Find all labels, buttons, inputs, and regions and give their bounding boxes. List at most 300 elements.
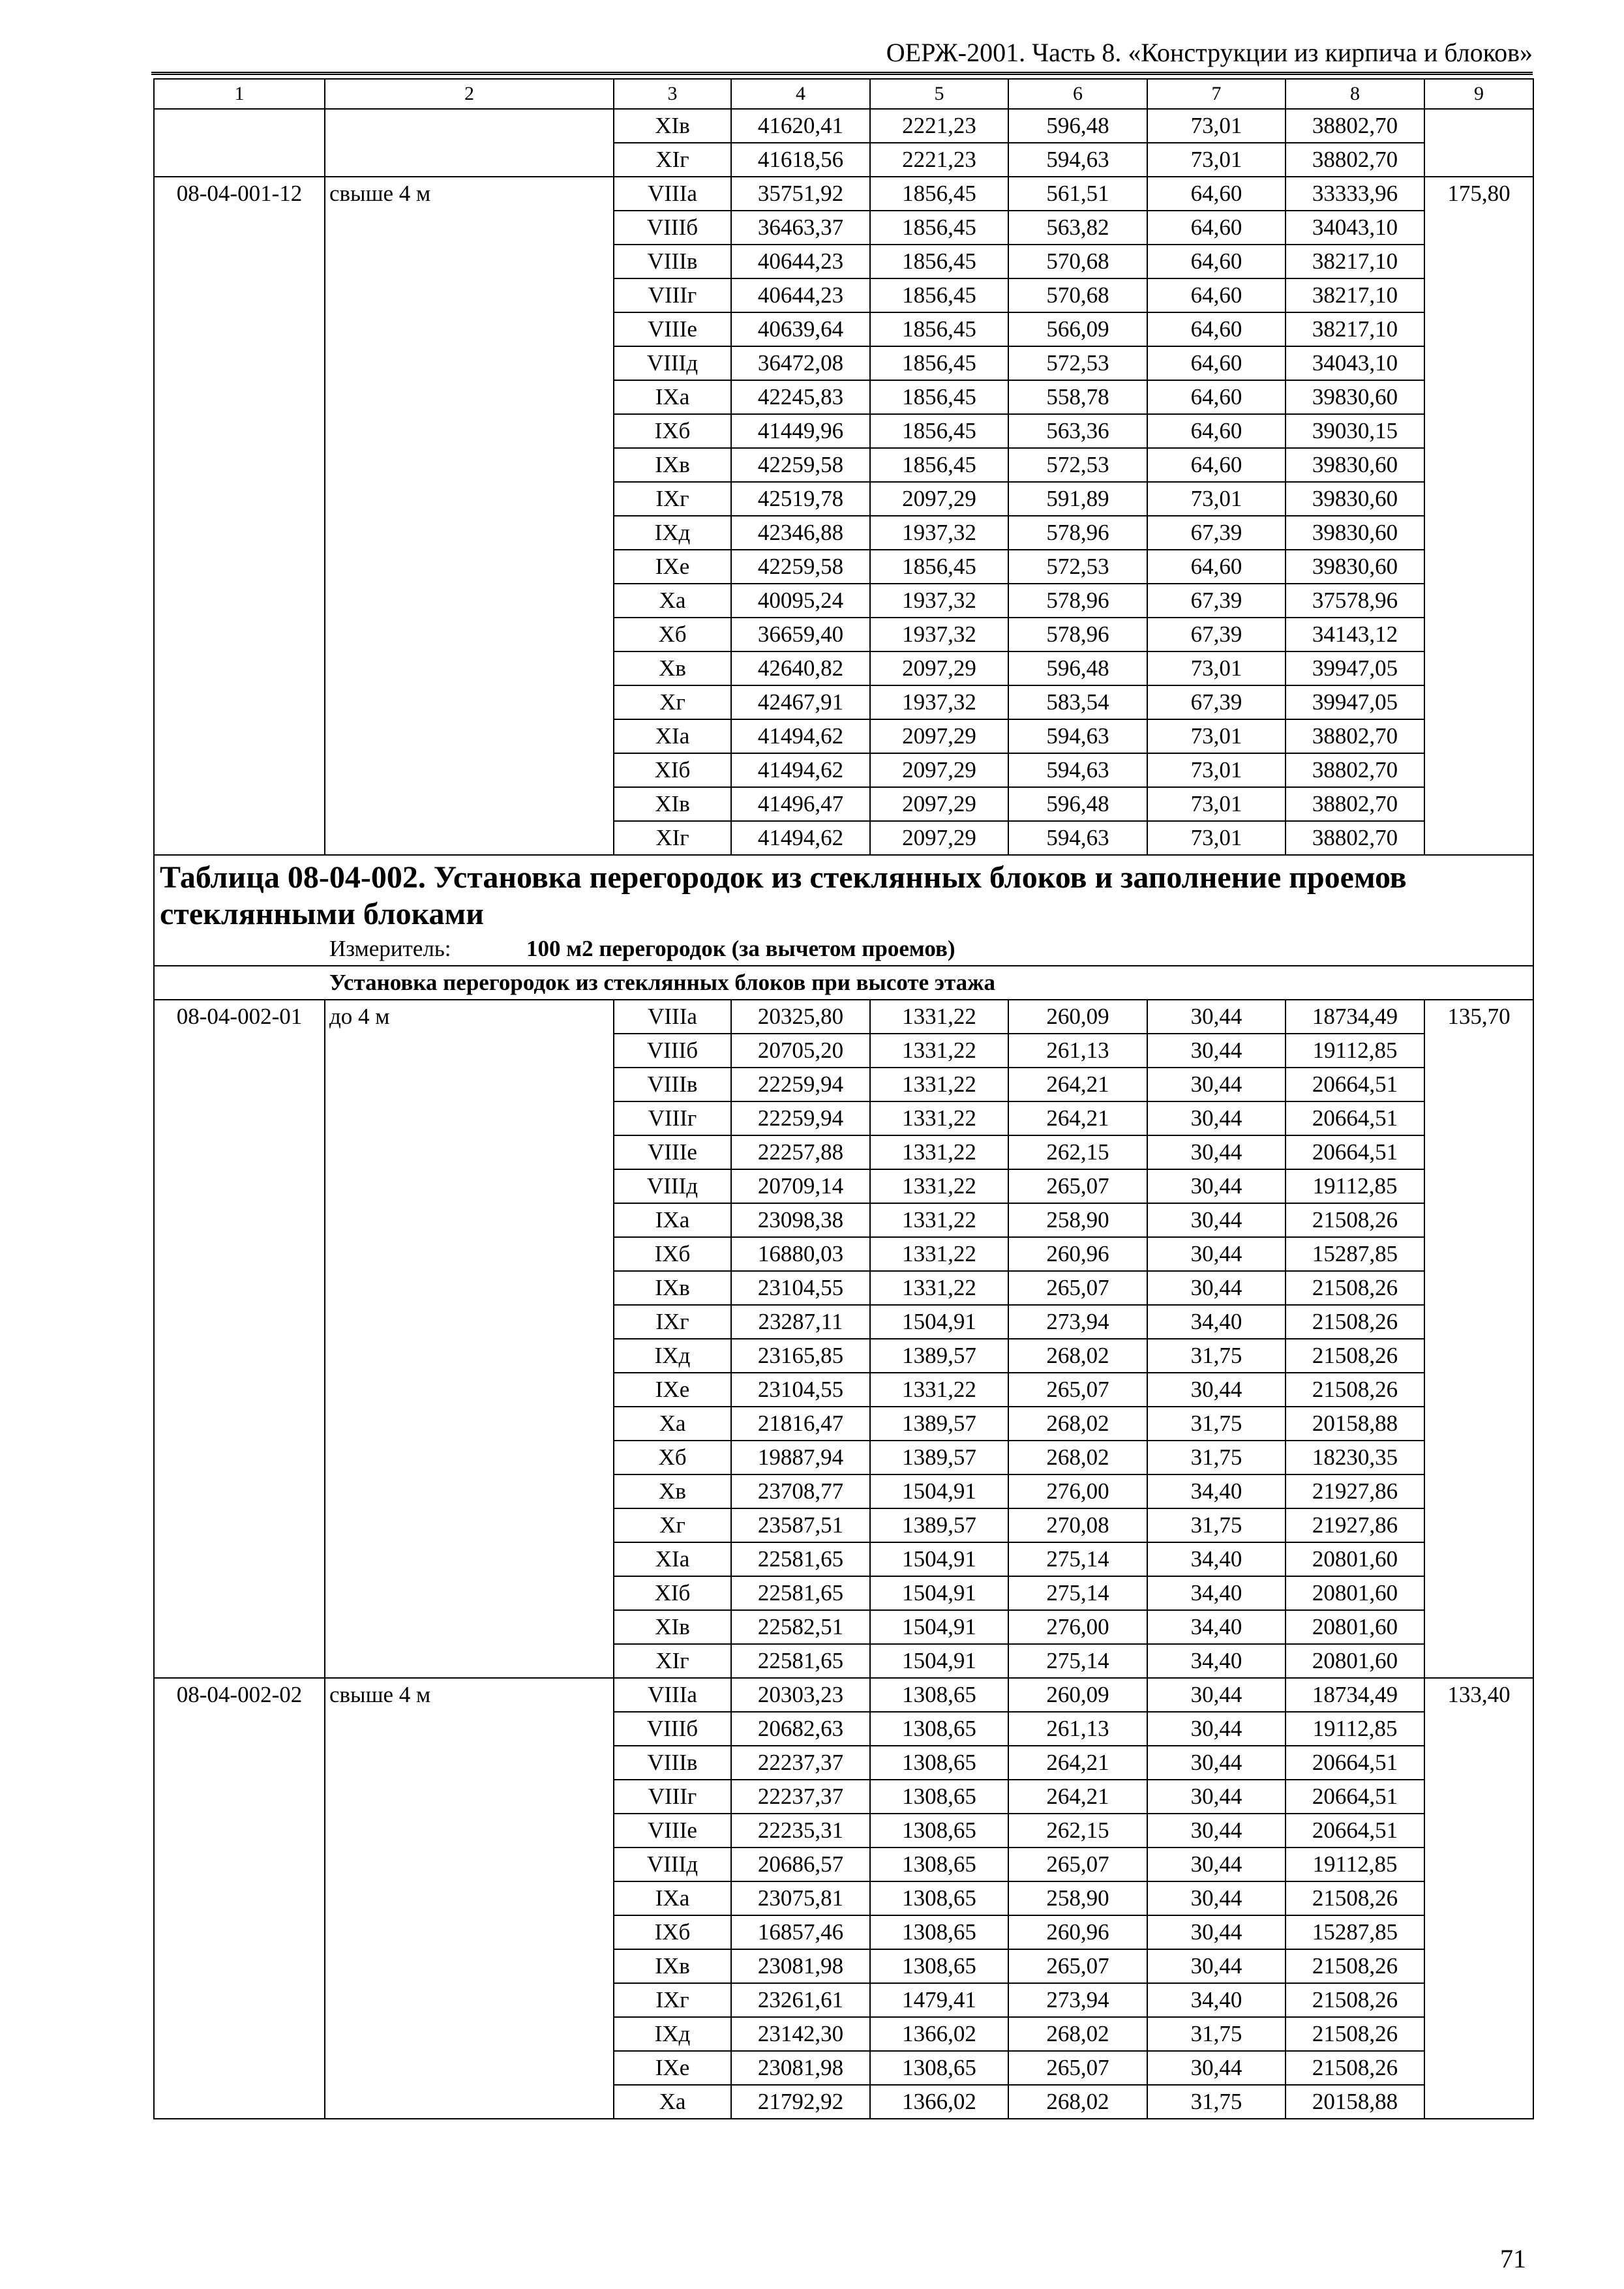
value-cell: 1479,41 bbox=[870, 1983, 1008, 2017]
code-cell bbox=[154, 448, 325, 482]
value-cell: 38802,70 bbox=[1286, 753, 1424, 787]
value-cell: 1331,22 bbox=[870, 1101, 1008, 1135]
height-cell bbox=[325, 1644, 614, 1678]
height-cell bbox=[325, 1881, 614, 1915]
value-cell: 41494,62 bbox=[731, 719, 870, 753]
code-cell bbox=[154, 516, 325, 550]
value-cell: 21508,26 bbox=[1286, 1881, 1424, 1915]
code-cell: 08-04-002-02 bbox=[154, 1678, 325, 1712]
value-cell: 73,01 bbox=[1147, 482, 1286, 516]
code-cell bbox=[154, 1542, 325, 1576]
labor-cell bbox=[1424, 584, 1533, 618]
height-cell bbox=[325, 685, 614, 719]
zone-cell: XIв bbox=[614, 109, 731, 143]
value-cell: 39830,60 bbox=[1286, 550, 1424, 584]
value-cell: 64,60 bbox=[1147, 211, 1286, 245]
code-cell bbox=[154, 1610, 325, 1644]
measure-row bbox=[154, 933, 1533, 966]
table-row bbox=[154, 516, 1533, 550]
value-cell: 1856,45 bbox=[870, 346, 1008, 380]
code-cell bbox=[154, 1508, 325, 1542]
labor-cell bbox=[1424, 1271, 1533, 1305]
table-row bbox=[154, 821, 1533, 855]
height-cell bbox=[325, 1712, 614, 1746]
code-cell bbox=[154, 1915, 325, 1949]
value-cell: 1856,45 bbox=[870, 278, 1008, 312]
value-cell: 30,44 bbox=[1147, 1848, 1286, 1881]
value-cell: 30,44 bbox=[1147, 1678, 1286, 1712]
code-cell bbox=[154, 278, 325, 312]
zone-cell: VIIIд bbox=[614, 1169, 731, 1203]
labor-cell bbox=[1424, 550, 1533, 584]
labor-cell bbox=[1424, 211, 1533, 245]
value-cell: 20325,80 bbox=[731, 1000, 870, 1034]
value-cell: 21508,26 bbox=[1286, 2017, 1424, 2051]
code-cell bbox=[154, 618, 325, 651]
value-cell: 268,02 bbox=[1008, 2085, 1147, 2119]
value-cell: 23165,85 bbox=[731, 1339, 870, 1373]
labor-cell: 133,40 bbox=[1424, 1678, 1533, 1712]
value-cell: 21927,86 bbox=[1286, 1508, 1424, 1542]
zone-cell: IXд bbox=[614, 2017, 731, 2051]
code-cell bbox=[154, 1305, 325, 1339]
zone-cell: VIIIг bbox=[614, 1101, 731, 1135]
value-cell: 261,13 bbox=[1008, 1034, 1147, 1068]
code-cell bbox=[154, 651, 325, 685]
column-number: 8 bbox=[1286, 79, 1424, 109]
value-cell: 36472,08 bbox=[731, 346, 870, 380]
zone-cell: XIг bbox=[614, 143, 731, 177]
value-cell: 38802,70 bbox=[1286, 143, 1424, 177]
table-row bbox=[154, 1644, 1533, 1678]
labor-cell bbox=[1424, 651, 1533, 685]
value-cell: 270,08 bbox=[1008, 1508, 1147, 1542]
value-cell: 39830,60 bbox=[1286, 380, 1424, 414]
table-row bbox=[154, 1848, 1533, 1881]
table-row bbox=[154, 1237, 1533, 1271]
value-cell: 67,39 bbox=[1147, 584, 1286, 618]
value-cell: 22581,65 bbox=[731, 1576, 870, 1610]
value-cell: 22257,88 bbox=[731, 1135, 870, 1169]
height-cell bbox=[325, 1271, 614, 1305]
value-cell: 20664,51 bbox=[1286, 1135, 1424, 1169]
height-cell bbox=[325, 1576, 614, 1610]
table-row bbox=[154, 482, 1533, 516]
value-cell: 31,75 bbox=[1147, 1407, 1286, 1441]
code-cell bbox=[154, 821, 325, 855]
code-cell bbox=[154, 2017, 325, 2051]
value-cell: 23081,98 bbox=[731, 2051, 870, 2085]
value-cell: 38802,70 bbox=[1286, 109, 1424, 143]
zone-cell: VIIIг bbox=[614, 1780, 731, 1814]
table-row bbox=[154, 1508, 1533, 1542]
code-cell bbox=[154, 1780, 325, 1814]
table-row bbox=[154, 1610, 1533, 1644]
value-cell: 23104,55 bbox=[731, 1271, 870, 1305]
table-row bbox=[154, 1881, 1533, 1915]
zone-cell: VIIIв bbox=[614, 245, 731, 278]
zone-cell: IXе bbox=[614, 1373, 731, 1407]
value-cell: 73,01 bbox=[1147, 109, 1286, 143]
labor-cell bbox=[1424, 787, 1533, 821]
value-cell: 268,02 bbox=[1008, 1441, 1147, 1474]
value-cell: 23708,77 bbox=[731, 1474, 870, 1508]
zone-cell: VIIIа bbox=[614, 177, 731, 211]
value-cell: 2097,29 bbox=[870, 719, 1008, 753]
value-cell: 20664,51 bbox=[1286, 1780, 1424, 1814]
value-cell: 16857,46 bbox=[731, 1915, 870, 1949]
height-cell bbox=[325, 414, 614, 448]
value-cell: 1937,32 bbox=[870, 618, 1008, 651]
code-cell bbox=[154, 1881, 325, 1915]
value-cell: 73,01 bbox=[1147, 821, 1286, 855]
height-cell bbox=[325, 211, 614, 245]
code-cell bbox=[154, 1034, 325, 1068]
column-number: 4 bbox=[731, 79, 870, 109]
table-row bbox=[154, 1169, 1533, 1203]
value-cell: 578,96 bbox=[1008, 618, 1147, 651]
rates-table bbox=[153, 78, 1534, 2119]
value-cell: 21508,26 bbox=[1286, 1373, 1424, 1407]
value-cell: 578,96 bbox=[1008, 584, 1147, 618]
value-cell: 38217,10 bbox=[1286, 278, 1424, 312]
height-cell bbox=[325, 516, 614, 550]
value-cell: 30,44 bbox=[1147, 1237, 1286, 1271]
value-cell: 34,40 bbox=[1147, 1305, 1286, 1339]
value-cell: 20664,51 bbox=[1286, 1814, 1424, 1848]
code-cell bbox=[154, 1101, 325, 1135]
value-cell: 21927,86 bbox=[1286, 1474, 1424, 1508]
value-cell: 275,14 bbox=[1008, 1576, 1147, 1610]
table-row bbox=[154, 1305, 1533, 1339]
value-cell: 1389,57 bbox=[870, 1508, 1008, 1542]
value-cell: 30,44 bbox=[1147, 1881, 1286, 1915]
table-row bbox=[154, 1678, 1533, 1712]
value-cell: 1331,22 bbox=[870, 1271, 1008, 1305]
value-cell: 2221,23 bbox=[870, 109, 1008, 143]
value-cell: 30,44 bbox=[1147, 2051, 1286, 2085]
value-cell: 2221,23 bbox=[870, 143, 1008, 177]
zone-cell: IXе bbox=[614, 550, 731, 584]
value-cell: 40644,23 bbox=[731, 245, 870, 278]
labor-cell bbox=[1424, 1034, 1533, 1068]
value-cell: 2097,29 bbox=[870, 651, 1008, 685]
value-cell: 260,96 bbox=[1008, 1915, 1147, 1949]
zone-cell: XIг bbox=[614, 821, 731, 855]
value-cell: 1856,45 bbox=[870, 448, 1008, 482]
value-cell: 34,40 bbox=[1147, 1610, 1286, 1644]
table-row bbox=[154, 1949, 1533, 1983]
zone-cell: XIа bbox=[614, 719, 731, 753]
value-cell: 273,94 bbox=[1008, 1983, 1147, 2017]
table-title: Таблица 08-04-002. Установка перегородок из стеклянных блоков и заполнение проемов стеклянными блоками bbox=[154, 855, 1533, 933]
zone-cell: IXа bbox=[614, 380, 731, 414]
value-cell: 1504,91 bbox=[870, 1644, 1008, 1678]
value-cell: 19112,85 bbox=[1286, 1712, 1424, 1746]
labor-cell bbox=[1424, 719, 1533, 753]
code-cell bbox=[154, 1169, 325, 1203]
value-cell: 1331,22 bbox=[870, 1068, 1008, 1101]
code-cell bbox=[154, 1746, 325, 1780]
labor-cell bbox=[1424, 1780, 1533, 1814]
value-cell: 30,44 bbox=[1147, 1000, 1286, 1034]
zone-cell: IXе bbox=[614, 2051, 731, 2085]
value-cell: 64,60 bbox=[1147, 177, 1286, 211]
zone-cell: VIIIв bbox=[614, 1746, 731, 1780]
height-cell bbox=[325, 1441, 614, 1474]
value-cell: 31,75 bbox=[1147, 1508, 1286, 1542]
value-cell: 276,00 bbox=[1008, 1474, 1147, 1508]
value-cell: 38217,10 bbox=[1286, 312, 1424, 346]
labor-cell bbox=[1424, 245, 1533, 278]
table-row bbox=[154, 1373, 1533, 1407]
value-cell: 1331,22 bbox=[870, 1203, 1008, 1237]
code-cell bbox=[154, 2085, 325, 2119]
value-cell: 1389,57 bbox=[870, 1407, 1008, 1441]
value-cell: 572,53 bbox=[1008, 346, 1147, 380]
value-cell: 1308,65 bbox=[870, 1848, 1008, 1881]
zone-cell: XIа bbox=[614, 1542, 731, 1576]
measure-cell bbox=[154, 933, 1533, 966]
zone-cell: XIб bbox=[614, 753, 731, 787]
value-cell: 18230,35 bbox=[1286, 1441, 1424, 1474]
code-cell bbox=[154, 109, 325, 143]
code-cell bbox=[154, 245, 325, 278]
value-cell: 1308,65 bbox=[870, 2051, 1008, 2085]
zone-cell: IXб bbox=[614, 1237, 731, 1271]
zone-cell: VIIIе bbox=[614, 312, 731, 346]
value-cell: 1504,91 bbox=[870, 1474, 1008, 1508]
value-cell: 1308,65 bbox=[870, 1915, 1008, 1949]
code-cell bbox=[154, 1848, 325, 1881]
value-cell: 1856,45 bbox=[870, 177, 1008, 211]
labor-cell bbox=[1424, 1881, 1533, 1915]
labor-cell bbox=[1424, 1203, 1533, 1237]
table-row bbox=[154, 1068, 1533, 1101]
table-row bbox=[154, 177, 1533, 211]
value-cell: 35751,92 bbox=[731, 177, 870, 211]
value-cell: 73,01 bbox=[1147, 719, 1286, 753]
value-cell: 40639,64 bbox=[731, 312, 870, 346]
table-row bbox=[154, 1135, 1533, 1169]
value-cell: 265,07 bbox=[1008, 1848, 1147, 1881]
value-cell: 73,01 bbox=[1147, 753, 1286, 787]
code-cell: 08-04-002-01 bbox=[154, 1000, 325, 1034]
column-number: 1 bbox=[154, 79, 325, 109]
zone-cell: XIг bbox=[614, 1644, 731, 1678]
value-cell: 1504,91 bbox=[870, 1610, 1008, 1644]
code-cell bbox=[154, 1135, 325, 1169]
height-cell bbox=[325, 482, 614, 516]
value-cell: 40095,24 bbox=[731, 584, 870, 618]
value-cell: 594,63 bbox=[1008, 821, 1147, 855]
value-cell: 30,44 bbox=[1147, 1068, 1286, 1101]
value-cell: 39030,15 bbox=[1286, 414, 1424, 448]
value-cell: 22259,94 bbox=[731, 1101, 870, 1135]
zone-cell: VIIIб bbox=[614, 1712, 731, 1746]
value-cell: 591,89 bbox=[1008, 482, 1147, 516]
value-cell: 1937,32 bbox=[870, 584, 1008, 618]
labor-cell: 175,80 bbox=[1424, 177, 1533, 211]
code-cell bbox=[154, 1203, 325, 1237]
value-cell: 1389,57 bbox=[870, 1339, 1008, 1373]
value-cell: 67,39 bbox=[1147, 516, 1286, 550]
zone-cell: XIв bbox=[614, 787, 731, 821]
table-row bbox=[154, 1271, 1533, 1305]
value-cell: 1331,22 bbox=[870, 1000, 1008, 1034]
height-cell bbox=[325, 278, 614, 312]
column-number: 3 bbox=[614, 79, 731, 109]
value-cell: 23075,81 bbox=[731, 1881, 870, 1915]
labor-cell bbox=[1424, 414, 1533, 448]
zone-cell: IXд bbox=[614, 1339, 731, 1373]
value-cell: 23142,30 bbox=[731, 2017, 870, 2051]
value-cell: 1366,02 bbox=[870, 2085, 1008, 2119]
value-cell: 42346,88 bbox=[731, 516, 870, 550]
zone-cell: IXд bbox=[614, 516, 731, 550]
column-number: 7 bbox=[1147, 79, 1286, 109]
code-cell bbox=[154, 753, 325, 787]
value-cell: 30,44 bbox=[1147, 1135, 1286, 1169]
value-cell: 558,78 bbox=[1008, 380, 1147, 414]
value-cell: 20158,88 bbox=[1286, 1407, 1424, 1441]
value-cell: 19887,94 bbox=[731, 1441, 870, 1474]
height-cell bbox=[325, 618, 614, 651]
value-cell: 41494,62 bbox=[731, 821, 870, 855]
code-cell bbox=[154, 685, 325, 719]
column-number: 6 bbox=[1008, 79, 1147, 109]
value-cell: 2097,29 bbox=[870, 787, 1008, 821]
value-cell: 566,09 bbox=[1008, 312, 1147, 346]
value-cell: 41618,56 bbox=[731, 143, 870, 177]
zone-cell: Xб bbox=[614, 1441, 731, 1474]
value-cell: 21508,26 bbox=[1286, 1983, 1424, 2017]
value-cell: 19112,85 bbox=[1286, 1034, 1424, 1068]
value-cell: 1331,22 bbox=[870, 1135, 1008, 1169]
labor-cell bbox=[1424, 482, 1533, 516]
value-cell: 30,44 bbox=[1147, 1814, 1286, 1848]
zone-cell: Xв bbox=[614, 1474, 731, 1508]
value-cell: 23261,61 bbox=[731, 1983, 870, 2017]
code-cell bbox=[154, 1373, 325, 1407]
height-cell bbox=[325, 1474, 614, 1508]
value-cell: 33333,96 bbox=[1286, 177, 1424, 211]
column-number: 9 bbox=[1424, 79, 1533, 109]
value-cell: 64,60 bbox=[1147, 312, 1286, 346]
table-row bbox=[154, 109, 1533, 143]
zone-cell: Xа bbox=[614, 1407, 731, 1441]
table-row bbox=[154, 1339, 1533, 1373]
height-cell bbox=[325, 1746, 614, 1780]
height-cell bbox=[325, 2051, 614, 2085]
zone-cell: XIв bbox=[614, 1610, 731, 1644]
value-cell: 39947,05 bbox=[1286, 685, 1424, 719]
value-cell: 22237,37 bbox=[731, 1746, 870, 1780]
zone-cell: VIIIа bbox=[614, 1000, 731, 1034]
value-cell: 42259,58 bbox=[731, 550, 870, 584]
subsection-title: Установка перегородок из стеклянных блоков при высоте этажа bbox=[154, 966, 1533, 1000]
height-cell bbox=[325, 1949, 614, 1983]
value-cell: 64,60 bbox=[1147, 380, 1286, 414]
height-cell bbox=[325, 1848, 614, 1881]
value-cell: 563,36 bbox=[1008, 414, 1147, 448]
value-cell: 1856,45 bbox=[870, 380, 1008, 414]
labor-cell bbox=[1424, 1508, 1533, 1542]
value-cell: 1504,91 bbox=[870, 1305, 1008, 1339]
value-cell: 20664,51 bbox=[1286, 1101, 1424, 1135]
value-cell: 20303,23 bbox=[731, 1678, 870, 1712]
value-cell: 34,40 bbox=[1147, 1644, 1286, 1678]
value-cell: 594,63 bbox=[1008, 143, 1147, 177]
value-cell: 31,75 bbox=[1147, 2017, 1286, 2051]
value-cell: 21816,47 bbox=[731, 1407, 870, 1441]
value-cell: 30,44 bbox=[1147, 1373, 1286, 1407]
value-cell: 73,01 bbox=[1147, 143, 1286, 177]
value-cell: 20709,14 bbox=[731, 1169, 870, 1203]
code-cell bbox=[154, 1576, 325, 1610]
column-number-row bbox=[154, 79, 1533, 109]
table-row bbox=[154, 618, 1533, 651]
value-cell: 64,60 bbox=[1147, 346, 1286, 380]
value-cell: 23104,55 bbox=[731, 1373, 870, 1407]
table-row bbox=[154, 312, 1533, 346]
zone-cell: VIIIд bbox=[614, 1848, 731, 1881]
measure-label: Измеритель: bbox=[329, 936, 451, 961]
value-cell: 39830,60 bbox=[1286, 516, 1424, 550]
table-row bbox=[154, 143, 1533, 177]
value-cell: 1856,45 bbox=[870, 550, 1008, 584]
labor-cell bbox=[1424, 1746, 1533, 1780]
labor-cell bbox=[1424, 1576, 1533, 1610]
value-cell: 31,75 bbox=[1147, 2085, 1286, 2119]
value-cell: 1308,65 bbox=[870, 1814, 1008, 1848]
value-cell: 265,07 bbox=[1008, 1271, 1147, 1305]
code-cell bbox=[154, 312, 325, 346]
value-cell: 67,39 bbox=[1147, 685, 1286, 719]
value-cell: 2097,29 bbox=[870, 753, 1008, 787]
table-row bbox=[154, 550, 1533, 584]
height-cell bbox=[325, 2085, 614, 2119]
value-cell: 594,63 bbox=[1008, 719, 1147, 753]
value-cell: 20664,51 bbox=[1286, 1746, 1424, 1780]
labor-cell bbox=[1424, 1644, 1533, 1678]
value-cell: 264,21 bbox=[1008, 1746, 1147, 1780]
zone-cell: Xа bbox=[614, 2085, 731, 2119]
table-title-row bbox=[154, 855, 1533, 933]
value-cell: 20801,60 bbox=[1286, 1644, 1424, 1678]
height-cell bbox=[325, 143, 614, 177]
zone-cell: Xб bbox=[614, 618, 731, 651]
zone-cell: IXг bbox=[614, 1305, 731, 1339]
table-row bbox=[154, 1814, 1533, 1848]
value-cell: 38217,10 bbox=[1286, 245, 1424, 278]
value-cell: 34143,12 bbox=[1286, 618, 1424, 651]
value-cell: 1331,22 bbox=[870, 1034, 1008, 1068]
value-cell: 596,48 bbox=[1008, 109, 1147, 143]
table-row bbox=[154, 584, 1533, 618]
value-cell: 19112,85 bbox=[1286, 1848, 1424, 1881]
labor-cell bbox=[1424, 1101, 1533, 1135]
value-cell: 268,02 bbox=[1008, 1339, 1147, 1373]
zone-cell: Xг bbox=[614, 685, 731, 719]
height-cell bbox=[325, 1135, 614, 1169]
value-cell: 264,21 bbox=[1008, 1068, 1147, 1101]
value-cell: 34043,10 bbox=[1286, 211, 1424, 245]
table-row bbox=[154, 651, 1533, 685]
height-cell bbox=[325, 651, 614, 685]
code-cell bbox=[154, 1339, 325, 1373]
value-cell: 1308,65 bbox=[870, 1746, 1008, 1780]
